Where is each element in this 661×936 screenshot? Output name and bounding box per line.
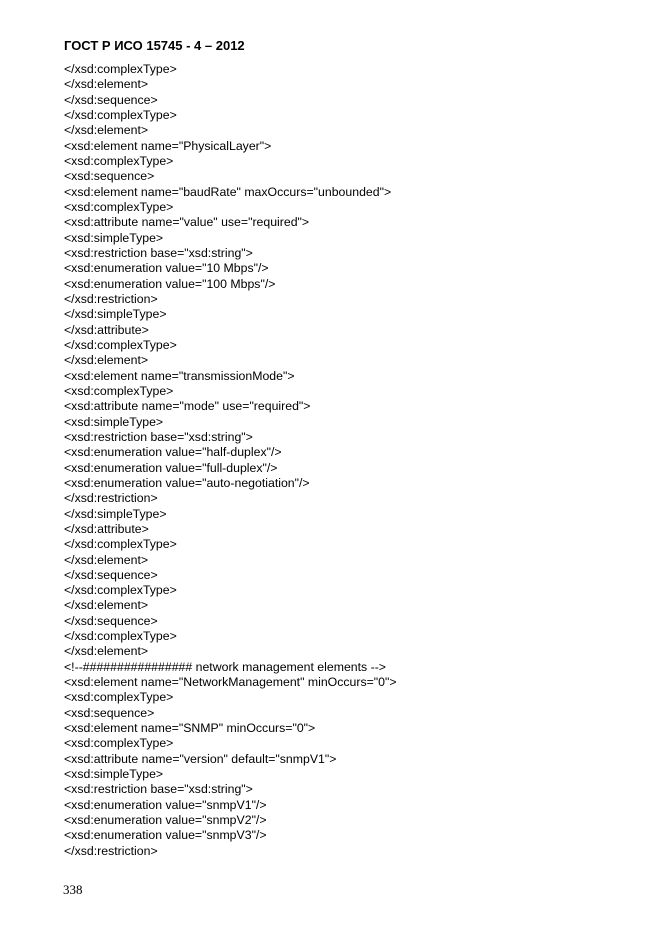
code-line: <xsd:enumeration value="snmpV3"/>	[64, 828, 267, 843]
code-line: <xsd:element name="NetworkManagement" minOccurs="0">	[64, 675, 397, 690]
xsd-code-listing	[64, 62, 644, 859]
code-line: <xsd:complexType>	[64, 690, 174, 705]
code-line: <!--################ network management elements -->	[64, 659, 386, 674]
code-line: <xsd:enumeration value="half-duplex"/>	[64, 445, 282, 460]
code-line: <xsd:sequence>	[64, 169, 155, 184]
code-line: <xsd:enumeration value="100 Mbps"/>	[64, 276, 276, 291]
code-line: <xsd:element name="PhysicalLayer">	[64, 138, 272, 153]
code-line: </xsd:attribute>	[64, 521, 149, 536]
code-line: </xsd:attribute>	[64, 322, 149, 337]
code-line: <xsd:simpleType>	[64, 767, 164, 782]
code-line: <xsd:complexType>	[64, 153, 174, 168]
code-line: <xsd:attribute name="value" use="required">	[64, 215, 310, 230]
code-line: <xsd:attribute name="mode" use="required">	[64, 399, 311, 414]
code-line: </xsd:element>	[64, 644, 149, 659]
code-line: <xsd:attribute name="version" default="snmpV1">	[64, 751, 337, 766]
code-line: <xsd:enumeration value="auto-negotiation"/>	[64, 475, 310, 490]
code-line: <xsd:complexType>	[64, 736, 174, 751]
code-line: </xsd:sequence>	[64, 613, 158, 628]
code-line: </xsd:complexType>	[64, 537, 177, 552]
code-line: <xsd:simpleType>	[64, 230, 164, 245]
code-line: <xsd:element name="transmissionMode">	[64, 368, 295, 383]
code-line: </xsd:restriction>	[64, 843, 158, 858]
code-line: </xsd:restriction>	[64, 291, 158, 306]
code-line: <xsd:enumeration value="full-duplex"/>	[64, 460, 278, 475]
code-line: </xsd:element>	[64, 353, 149, 368]
code-line: <xsd:simpleType>	[64, 414, 164, 429]
code-line: </xsd:sequence>	[64, 567, 158, 582]
code-line: </xsd:element>	[64, 77, 149, 92]
code-line: </xsd:simpleType>	[64, 307, 167, 322]
code-line: <xsd:sequence>	[64, 705, 155, 720]
code-line: <xsd:enumeration value="snmpV2"/>	[64, 813, 267, 828]
code-line: </xsd:sequence>	[64, 92, 158, 107]
code-line: </xsd:simpleType>	[64, 506, 167, 521]
code-line: <xsd:element name="SNMP" minOccurs="0">	[64, 721, 316, 736]
code-line: </xsd:complexType>	[64, 107, 177, 122]
code-line: </xsd:complexType>	[64, 337, 177, 352]
code-line: <xsd:enumeration value="10 Mbps"/>	[64, 261, 269, 276]
document-header: ГОСТ Р ИСО 15745 - 4 – 2012	[64, 38, 245, 53]
code-line: </xsd:element>	[64, 552, 149, 567]
code-line: <xsd:restriction base="xsd:string">	[64, 245, 253, 260]
page-number: 338	[63, 882, 83, 897]
code-line: <xsd:enumeration value="snmpV1"/>	[64, 797, 267, 812]
code-line: </xsd:complexType>	[64, 629, 177, 644]
code-line: <xsd:complexType>	[64, 383, 174, 398]
code-line: </xsd:complexType>	[64, 583, 177, 598]
code-line: <xsd:element name="baudRate" maxOccurs="unbounded">	[64, 184, 392, 199]
code-line: <xsd:complexType>	[64, 199, 174, 214]
code-line: <xsd:restriction base="xsd:string">	[64, 429, 253, 444]
code-line: </xsd:element>	[64, 123, 149, 138]
code-line: </xsd:complexType>	[64, 62, 177, 76]
code-line: <xsd:restriction base="xsd:string">	[64, 782, 253, 797]
code-line: </xsd:element>	[64, 598, 149, 613]
code-line: </xsd:restriction>	[64, 491, 158, 506]
